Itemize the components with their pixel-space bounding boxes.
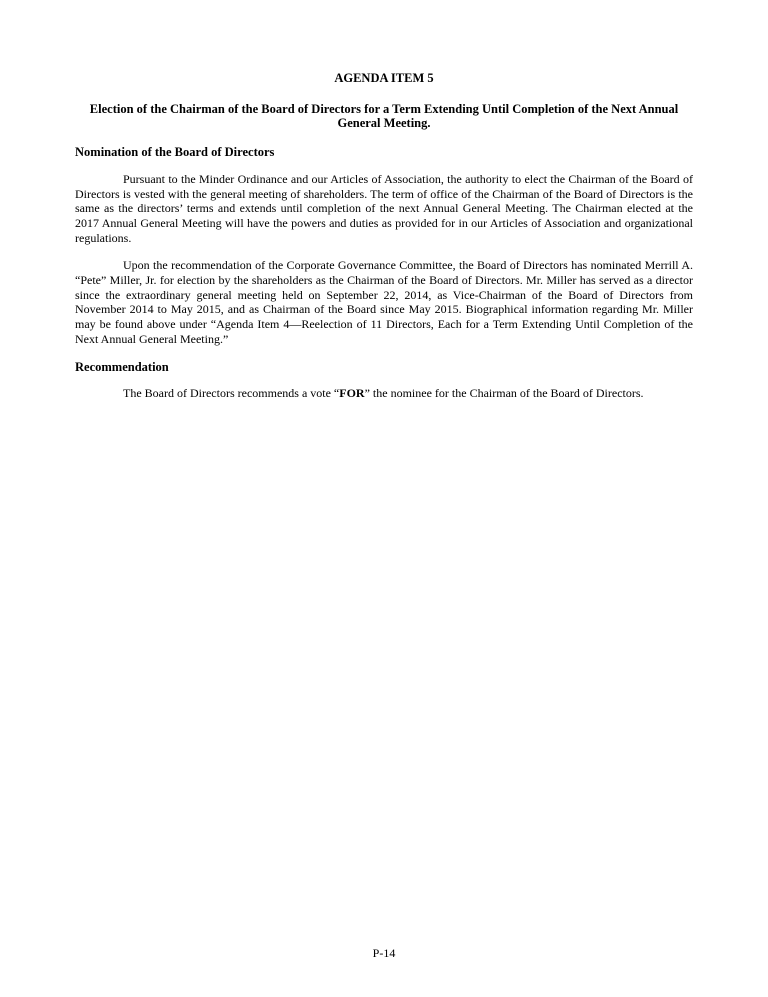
main-heading: Election of the Chairman of the Board of Directors for a Term Extending Until Completion of the Next Annual General Meeting. [89, 101, 679, 131]
paragraph-recommendation [75, 386, 693, 401]
paragraph-nomination-2: Upon the recommendation of the Corporate Governance Committee, the Board of Directors has nominated Merrill A. “Pete” Miller, Jr. for election by the shareholders as the Chairman of the Board of Directors. Mr. Miller has served as a director since the extraordinary general meeting held on September 22, 2014, as Vice-Chairman of the Board of Directors from November 2014 to May 2015, and as Chairman of the Board since May 2015. Biographical information regarding Mr. Miller may be found above under “Agenda Item 4—Reelection of 11 Directors, Each for a Term Extending Until Completion of the Next Annual General Meeting.” [75, 258, 693, 346]
paragraph-nomination-1: Pursuant to the Minder Ordinance and our Articles of Association, the authority to elect the Chairman of the Board of Directors is vested with the general meeting of shareholders. The term of office of the Chairman of the Board of Directors is the same as the directors’ terms and extends until completion of the next Annual General Meeting. The Chairman elected at the 2017 Annual General Meeting will have the powers and duties as provided for in our Articles of Association and organizational regulations. [75, 171, 693, 245]
agenda-item-title: AGENDA ITEM 5 [334, 71, 434, 85]
recommendation-text-prefix: The Board of Directors recommends a vote “ [123, 386, 340, 401]
section-heading-nomination: Nomination of the Board of Directors [75, 145, 275, 160]
document-content [0, 0, 768, 401]
recommendation-text-suffix: ” the nominee for the Chairman of the Board of Directors. [364, 386, 644, 401]
page-number-footer: P-14 [372, 946, 396, 961]
section-heading-recommendation: Recommendation [75, 359, 169, 374]
recommendation-bold-for: FOR [339, 386, 365, 401]
